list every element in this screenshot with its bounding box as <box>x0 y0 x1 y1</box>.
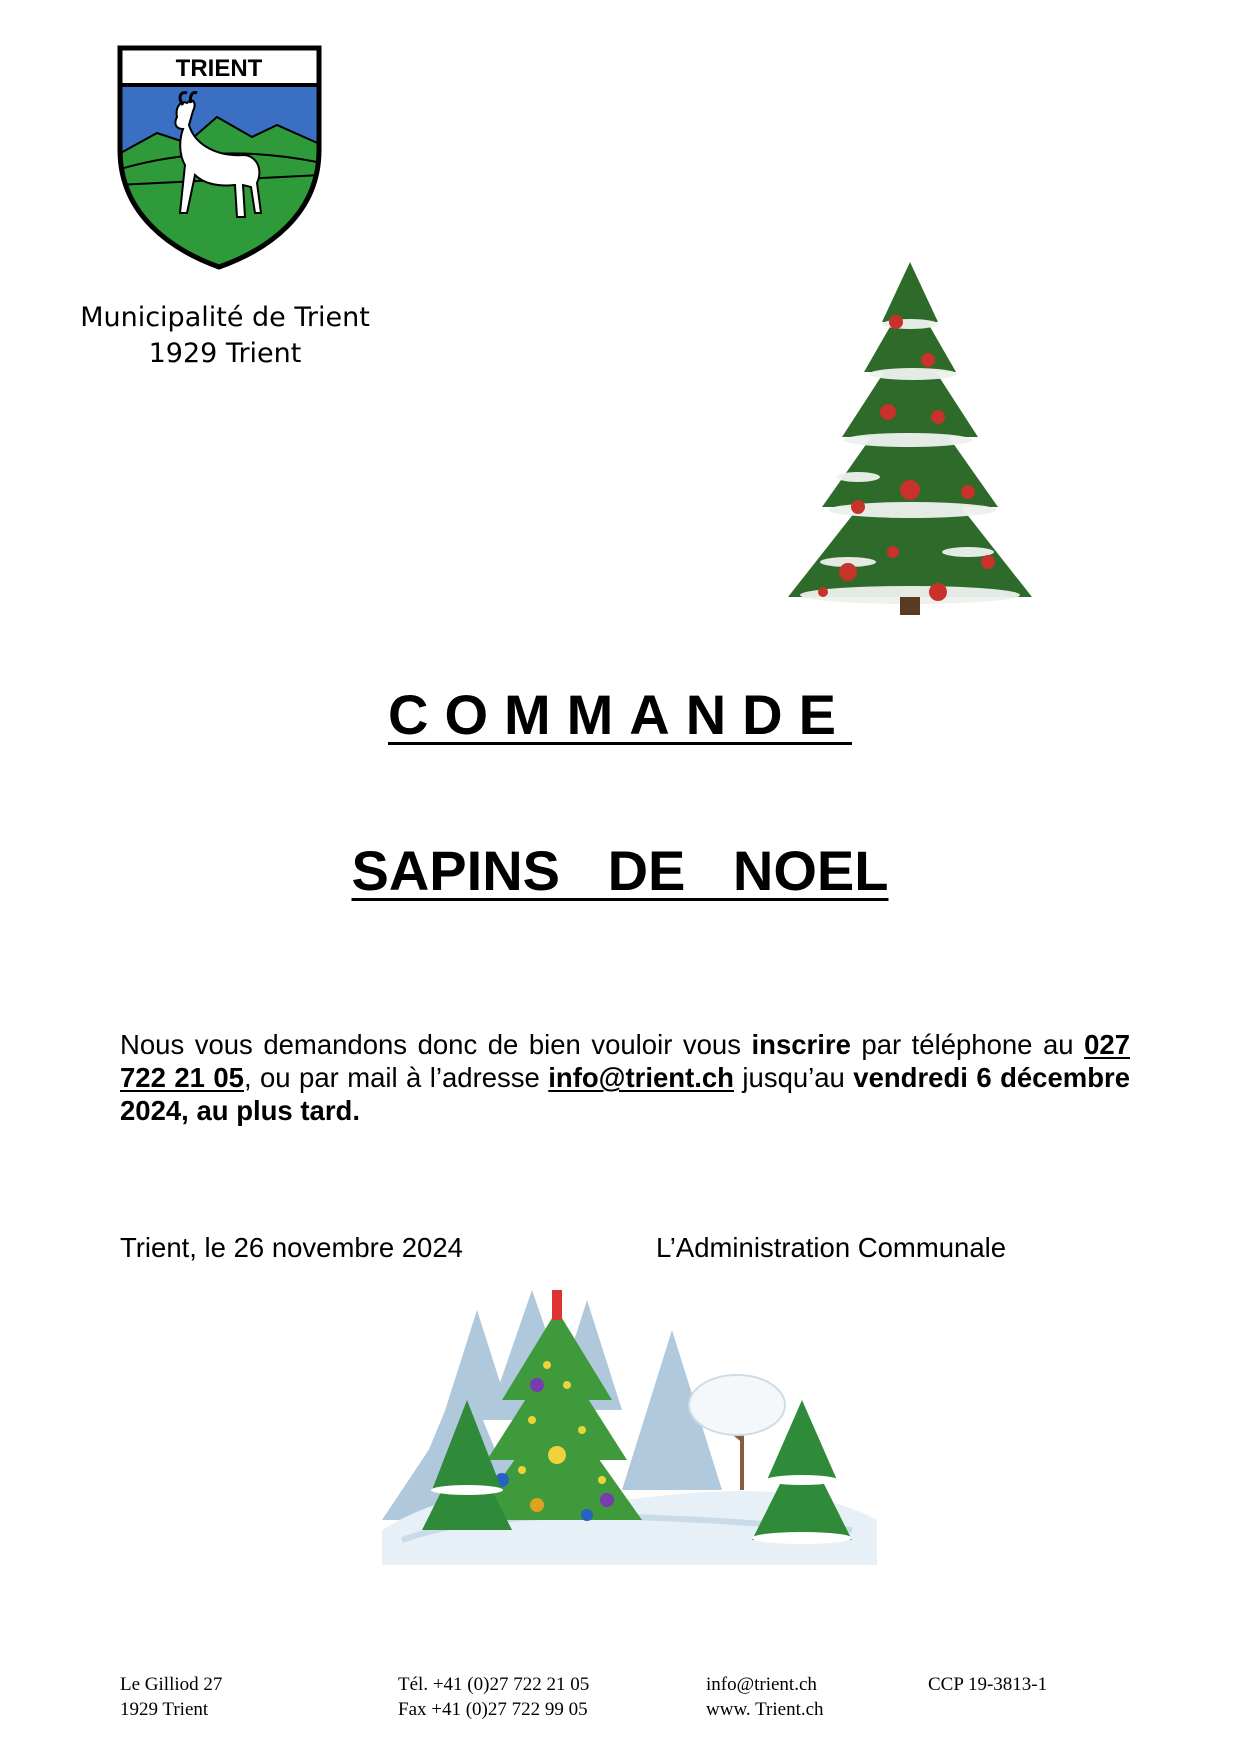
footer-email[interactable]: info@trient.ch <box>706 1674 817 1695</box>
winter-scene-illustration <box>382 1290 877 1565</box>
title-sapins-de-noel: SAPINS DE NOEL <box>351 839 889 902</box>
phone-number: 027 722 21 05 <box>120 1029 1130 1093</box>
municipality-postcode: 1929 Trient <box>148 338 302 369</box>
signature-line: L’Administration Communale <box>656 1232 1007 1263</box>
footer-phone: Tél. +41 (0)27 722 21 05 Fax +41 (0)27 722 99 05 <box>398 1674 590 1720</box>
email-link[interactable]: info@trient.ch <box>548 1062 734 1093</box>
footer-address: Le Gilliod 27 1929 Trient <box>120 1674 223 1720</box>
municipality-name: Municipalité de Trient <box>80 302 370 333</box>
crest-banner-text: TRIENT <box>175 55 263 82</box>
date-line: Trient, le 26 novembre 2024 <box>120 1232 463 1263</box>
order-instructions-paragraph: Nous vous demandons donc de bien vouloir vous inscrire par téléphone au 027 722 21 05, ou par mail à l’adresse info@trient.ch jusqu’au vendredi 6 décembre 2024, au plus tard. <box>120 1029 1131 1126</box>
footer-website[interactable]: www. Trient.ch <box>706 1699 824 1720</box>
christmas-tree-icon <box>788 262 1032 618</box>
trient-crest-logo <box>117 45 322 270</box>
footer-ccp: CCP 19-3813-1 <box>928 1674 1048 1695</box>
footer-contact <box>706 1672 824 1722</box>
title-commande: COMMANDE <box>388 683 852 746</box>
